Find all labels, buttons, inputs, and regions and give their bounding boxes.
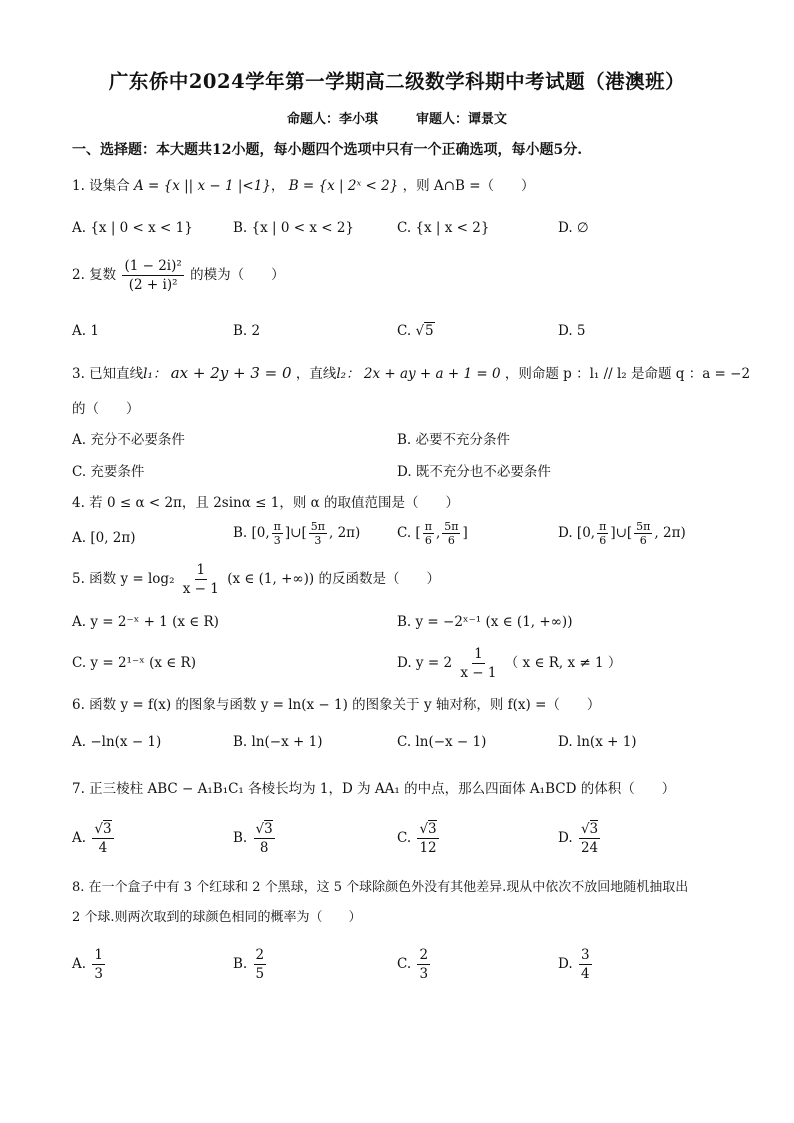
question-5: 5. 函数 y = log₂ $\frac{1}{x - 1}$ (x ∈ (1, +∞)) 的反函数是（ ） (72, 562, 440, 597)
question-6: 6. 函数 y = f(x) 的图象与函数 y = ln(x − 1) 的图象关于 y 轴对称，则 f(x) =（ ） (72, 697, 601, 713)
q6-option-b[interactable]: B. ln(−x + 1) (233, 734, 323, 750)
q8-option-b[interactable]: B. $\frac{2}{5}$ (233, 947, 265, 982)
exam-title: 广东侨中2024学年第一学期高二级数学科期中考试题（港澳班） (108, 70, 686, 93)
q6-option-a[interactable]: A. −ln(x − 1) (72, 734, 162, 750)
q2-option-a[interactable]: A. 1 (72, 323, 99, 339)
question-8-cont: 2 个球.则两次取到的球颜色相同的概率为（ ） (72, 910, 362, 925)
q2-option-c[interactable]: C. √5 (397, 323, 434, 339)
q3-option-c[interactable]: C. 充要条件 (72, 464, 145, 480)
q5-option-a[interactable]: A. y = 2⁻ˣ + 1 (x ∈ R) (72, 614, 219, 630)
q7-option-a[interactable]: A. $\frac{√3}{4}$ (72, 821, 112, 856)
question-2: 2. 复数 $\frac{\text{(1 − 2i)²}}{\text{(2 + i)²}}$ 的模为（ ） (72, 258, 285, 293)
question-7: 7. 正三棱柱 ABC − A₁B₁C₁ 各棱长均为 1，D 为 AA₁ 的中点，那么四面体 A₁BCD 的体积（ ） (72, 781, 676, 797)
question-8: 8. 在一个盒子中有 3 个红球和 2 个黑球，这 5 个球除颜色外没有其他差异.现从中依次不放回地随机抽取出 (72, 880, 689, 895)
q2-option-d[interactable]: D. 5 (558, 323, 586, 339)
q1-option-a[interactable]: A. {x | 0 < x < 1} (72, 220, 193, 236)
section-heading: 一、选择题：本大题共12小题，每小题四个选项中只有一个正确选项，每小题5分. (72, 142, 583, 158)
set-b: B = {x | 2ˣ < 2} (288, 178, 399, 194)
q8-option-a[interactable]: A. $\frac{1}{3}$ (72, 947, 103, 982)
q4-option-d[interactable]: D. [0, $\frac{\pi}{6}$ ]∪[ $\frac{5\pi}{6}$ , 2π) (558, 520, 686, 547)
line-l2-equation: 2x + ay + a + 1 = 0 (363, 366, 501, 382)
q1-option-d[interactable]: D. ∅ (558, 220, 589, 236)
q5-option-c[interactable]: C. y = 2¹⁻ˣ (x ∈ R) (72, 655, 196, 671)
proposer: 命题人：李小琪 (286, 112, 378, 127)
q3-option-a[interactable]: A. 充分不必要条件 (72, 432, 185, 448)
q6-option-d[interactable]: D. ln(x + 1) (558, 734, 637, 750)
q2-option-b[interactable]: B. 2 (233, 323, 261, 339)
q6-option-c[interactable]: C. ln(−x − 1) (397, 734, 487, 750)
q8-option-d[interactable]: D. $\frac{3}{4}$ (558, 947, 590, 982)
complex-fraction: $\frac{\text{(1 − 2i)²}}{\text{(2 + i)²}}$ (124, 258, 182, 293)
question-1: 1. 设集合 A = {x || x − 1 |<1}， B = {x | 2ˣ < 2} ，则 A∩B =（ ） (72, 178, 535, 194)
reviewer: 审题人：谭景文 (416, 112, 508, 127)
q7-option-c[interactable]: C. $\frac{√3}{12}$ (397, 821, 437, 856)
question-3: 3. 已知直线l₁： ax + 2y + 3 = 0 ，直线l₂： 2x + ay + a + 1 = 0 ，则命题 p ：l₁ // l₂ 是命题 q ：a = −2 (72, 364, 751, 382)
line-l1-equation: ax + 2y + 3 = 0 (170, 364, 292, 382)
q7-option-d[interactable]: D. $\frac{√3}{24}$ (558, 821, 599, 856)
sqrt-5: √5 (415, 323, 434, 339)
q3-option-b[interactable]: B. 必要不充分条件 (397, 432, 511, 448)
question-4: 4. 若 0 ≤ α < 2π，且 2sinα ≤ 1，则 α 的取值范围是（ ） (72, 495, 460, 511)
q8-option-c[interactable]: C. $\frac{2}{3}$ (397, 947, 429, 982)
q7-option-b[interactable]: B. $\frac{√3}{8}$ (233, 821, 273, 856)
q1-option-b[interactable]: B. {x | 0 < x < 2} (233, 220, 355, 236)
question-3-cont: 的（ ） (72, 401, 140, 417)
q3-option-d[interactable]: D. 既不充分也不必要条件 (397, 464, 551, 480)
set-a: A = {x || x − 1 |<1} (133, 178, 271, 194)
authors-line (0, 108, 794, 127)
q4-option-a[interactable]: A. [0, 2π) (72, 530, 136, 546)
q5-option-b[interactable]: B. y = −2ˣ⁻¹ (x ∈ (1, +∞)) (397, 614, 573, 630)
q1-option-c[interactable]: C. {x | x < 2} (397, 220, 490, 236)
q5-option-d[interactable]: D. y = 2 $\frac{1}{x - 1}$ （ x ∈ R, x ≠ 1 ） (397, 646, 622, 681)
q4-option-c[interactable]: C. [ $\frac{\pi}{6}$ , $\frac{5\pi}{6}$ ] (397, 520, 468, 547)
q4-option-b[interactable]: B. [0, $\frac{\pi}{3}$ ]∪[ $\frac{5\pi}{3}$ , 2π) (233, 520, 361, 547)
